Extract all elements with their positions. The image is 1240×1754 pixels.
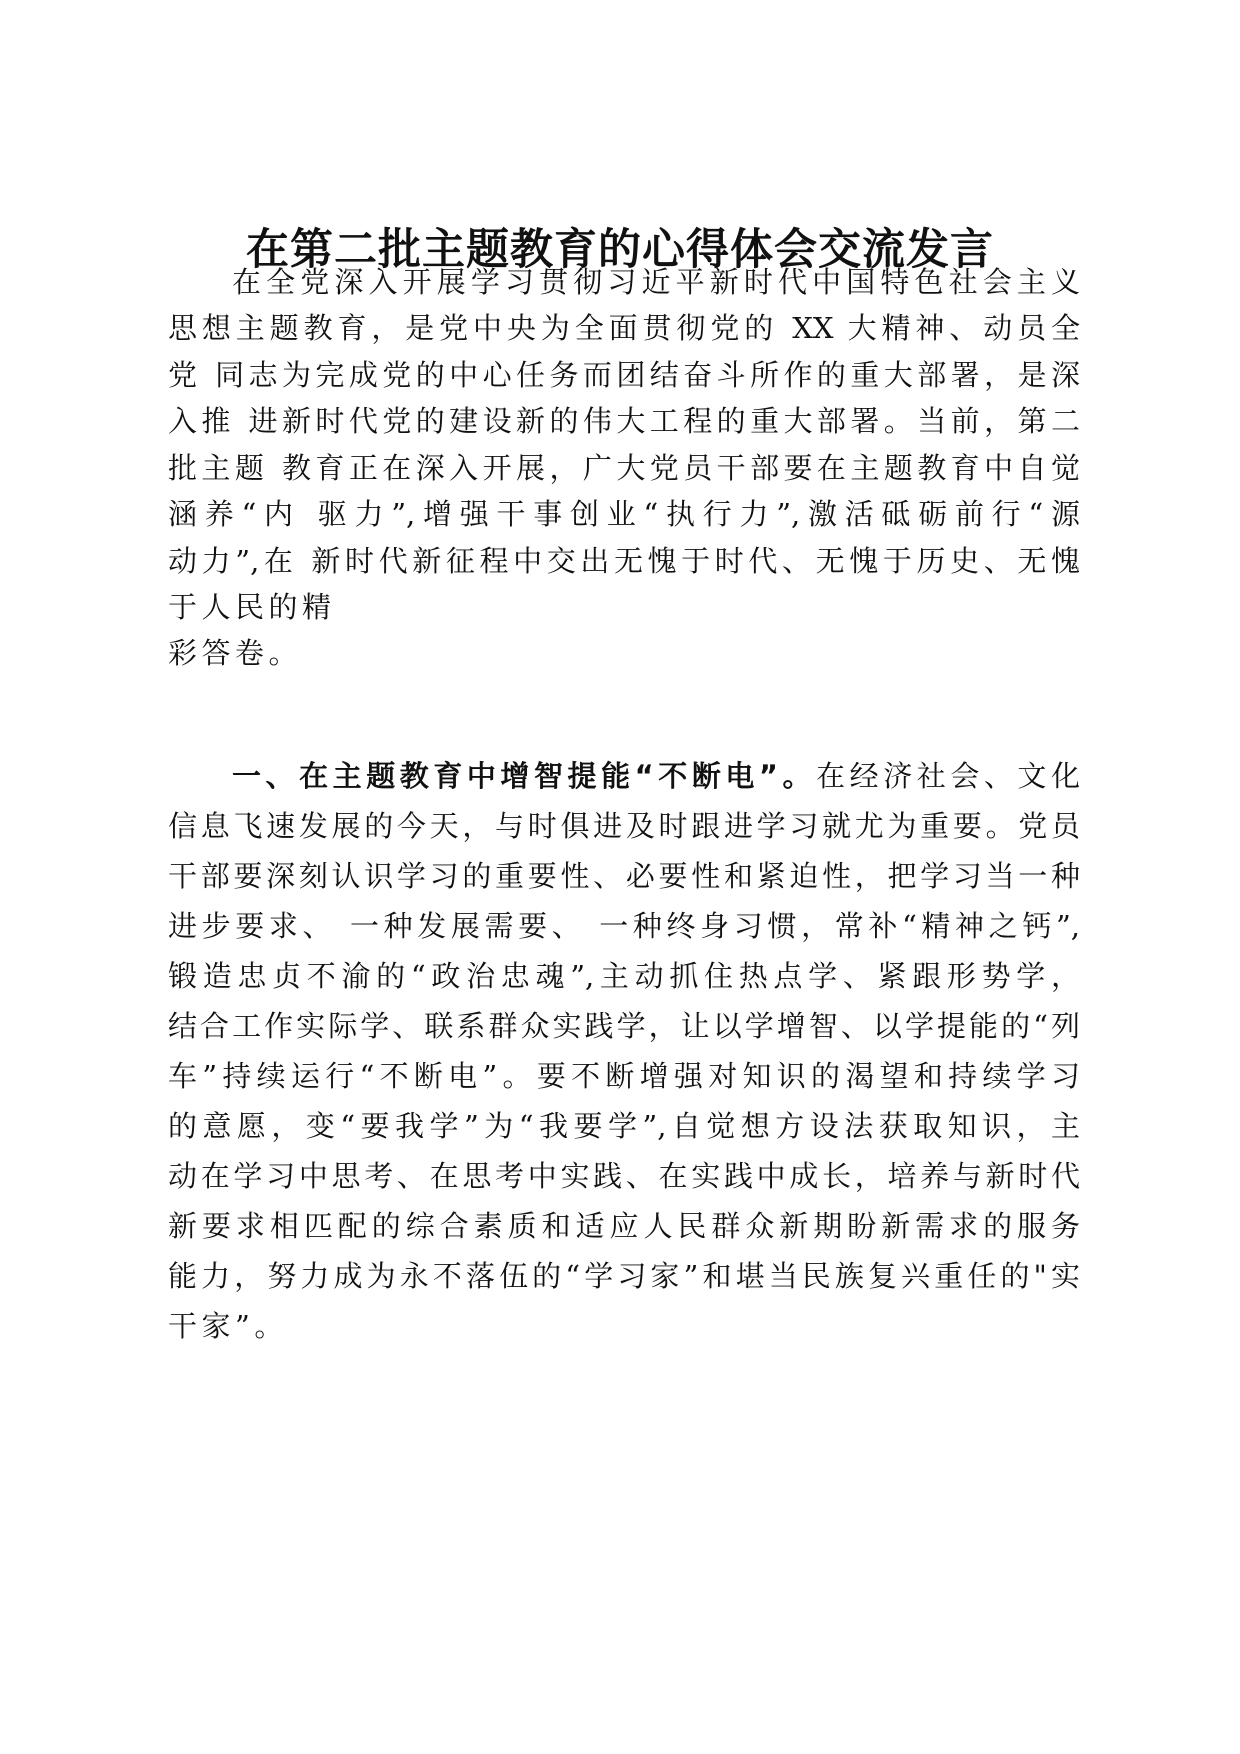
paragraph-1-line-8: 于人民的精 [168, 590, 336, 624]
paragraph-1-line-1: 在全党深入开展学习贯彻习近平新时代中国特色社会主义 [232, 265, 1080, 299]
paragraph-1-line-9: 彩答卷。 [168, 636, 303, 670]
section-1-line-10: 新要求相匹配的综合素质和适应人民群众新期盼新需求的服务 [168, 1209, 1080, 1243]
section-1-first-line [232, 756, 1080, 796]
section-1-line-6: 结合工作实际学、联系群众实践学，让以学增智、以学提能的“列 [168, 1009, 1080, 1043]
section-1-line-3: 干部要深刻认识学习的重要性、必要性和紧迫性，把学习当一种 [168, 859, 1080, 893]
section-1-line-2: 信息飞速发展的今天，与时俱进及时跟进学习就尤为重要。党员 [168, 809, 1080, 843]
paragraph-1-line-3: 党 同志为完成党的中心任务而团结奋斗所作的重大部署，是深 [168, 358, 1080, 392]
paragraph-1-line-5: 批主题 教育正在深入开展，广大党员干部要在主题教育中自觉 [168, 451, 1080, 485]
section-1-line-8: 的意愿，变“要我学”为“我要学”,自觉想方设法获取知识，主 [168, 1109, 1080, 1143]
section-1-line-12: 干家”。 [168, 1309, 288, 1343]
section-1-line-11: 能力，努力成为永不落伍的“学习家”和堪当民族复兴重任的"实 [168, 1259, 1080, 1293]
document-title: 在第二批主题教育的心得体会交流发言 [246, 225, 994, 275]
section-1-line-7: 车”持续运行“不断电”。要不断增强对知识的渴望和持续学习 [168, 1059, 1080, 1093]
section-1-heading: 一、在主题教育中增智提能“不断电”。 [232, 759, 817, 793]
paragraph-1-line-2: 思想主题教育，是党中央为全面贯彻党的 XX 大精神、动员全 [168, 311, 1080, 345]
section-1-line-5: 锻造忠贞不渝的“政治忠魂”,主动抓住热点学、紧跟形势学， [168, 959, 1080, 993]
section-1-first-line-text: 在经济社会、文化 [816, 759, 1080, 793]
section-1-line-4: 进步要求、 一种发展需要、 一种终身习惯，常补“精神之钙”, [168, 909, 1080, 943]
paragraph-1-line-7: 动力”,在 新时代新征程中交出无愧于时代、无愧于历史、无愧 [168, 544, 1080, 578]
section-1-line-9: 动在学习中思考、在思考中实践、在实践中成长，培养与新时代 [168, 1159, 1080, 1193]
paragraph-1-line-6: 涵养“内 驱力”,增强干事创业“执行力”,激活砥砺前行“源 [168, 497, 1080, 531]
paragraph-1-line-4: 入推 进新时代党的建设新的伟大工程的重大部署。当前，第二 [168, 404, 1080, 438]
